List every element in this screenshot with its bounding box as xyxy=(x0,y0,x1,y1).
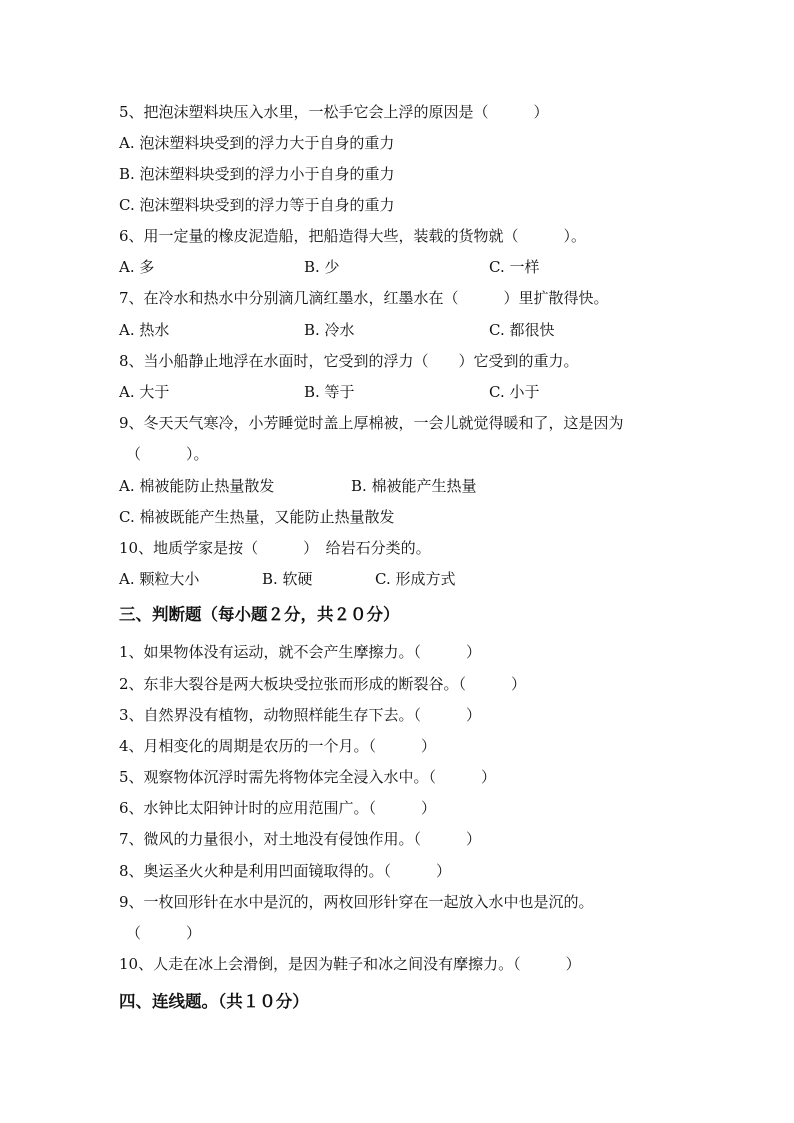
question-10-stem: 10、地质学家是按（ ） 给岩石分类的。 xyxy=(119,539,431,557)
question-7-option-c: C. 都很快 xyxy=(489,321,555,339)
question-8-option-b: B. 等于 xyxy=(304,383,355,401)
question-7-stem: 7、在冷水和热水中分别滴几滴红墨水，红墨水在（ ）里扩散得快。 xyxy=(119,289,609,307)
question-9-option-c: C. 棉被既能产生热量，又能防止热量散发 xyxy=(119,508,395,526)
question-9-stem-continued: （ ）。 xyxy=(126,445,209,463)
question-10-option-b: B. 软硬 xyxy=(262,570,313,588)
question-8-stem: 8、当小船静止地浮在水面时，它受到的浮力（ ）它受到的重力。 xyxy=(119,352,579,370)
true-false-item: 6、水钟比太阳钟计时的应用范围广。（ ） xyxy=(119,799,437,817)
question-5-option-a: A. 泡沫塑料块受到的浮力大于自身的重力 xyxy=(119,134,395,152)
true-false-item: 9、一枚回形针在水中是沉的，两枚回形针穿在一起放入水中也是沉的。 xyxy=(119,893,594,911)
question-6-option-b: B. 少 xyxy=(304,258,340,276)
section-4-heading: 四、连线题。（共１０分） xyxy=(119,992,309,1011)
true-false-item: 10、人走在冰上会滑倒，是因为鞋子和冰之间没有摩擦力。（ ） xyxy=(119,955,581,973)
section-3-heading: 三、判断题（每小题２分，共２０分） xyxy=(119,605,400,624)
true-false-item: 4、月相变化的周期是农历的一个月。（ ） xyxy=(119,737,437,755)
true-false-item: 8、奥运圣火火种是利用凹面镜取得的。（ ） xyxy=(119,862,452,880)
true-false-item: 3、自然界没有植物，动物照样能生存下去。（ ） xyxy=(119,706,482,724)
question-9-option-a: A. 棉被能防止热量散发 xyxy=(119,477,275,495)
question-9-option-b: B. 棉被能产生热量 xyxy=(351,477,477,495)
question-10-option-c: C. 形成方式 xyxy=(375,570,456,588)
question-10-option-a: A. 颗粒大小 xyxy=(119,570,200,588)
true-false-item-continued: （ ） xyxy=(126,924,202,942)
question-6-option-a: A. 多 xyxy=(119,258,155,276)
true-false-item: 5、观察物体沉浮时需先将物体完全浸入水中。（ ） xyxy=(119,768,497,786)
question-8-option-c: C. 小于 xyxy=(489,383,540,401)
question-5-stem: 5、把泡沫塑料块压入水里，一松手它会上浮的原因是（ ） xyxy=(119,103,549,121)
true-false-item: 7、微风的力量很小，对土地没有侵蚀作用。（ ） xyxy=(119,830,482,848)
question-9-stem: 9、冬天天气寒冷，小芳睡觉时盖上厚棉被，一会儿就觉得暖和了，这是因为 xyxy=(119,414,624,432)
question-7-option-a: A. 热水 xyxy=(119,321,170,339)
question-6-option-c: C. 一样 xyxy=(489,258,540,276)
question-7-option-b: B. 冷水 xyxy=(304,321,355,339)
true-false-item: 2、东非大裂谷是两大板块受拉张而形成的断裂谷。（ ） xyxy=(119,675,527,693)
question-6-stem: 6、用一定量的橡皮泥造船，把船造得大些，装载的货物就（ ）。 xyxy=(119,227,587,245)
question-8-option-a: A. 大于 xyxy=(119,383,170,401)
question-5-option-b: B. 泡沫塑料块受到的浮力小于自身的重力 xyxy=(119,165,395,183)
question-5-option-c: C. 泡沫塑料块受到的浮力等于自身的重力 xyxy=(119,196,395,214)
true-false-item: 1、如果物体没有运动，就不会产生摩擦力。（ ） xyxy=(119,643,482,661)
